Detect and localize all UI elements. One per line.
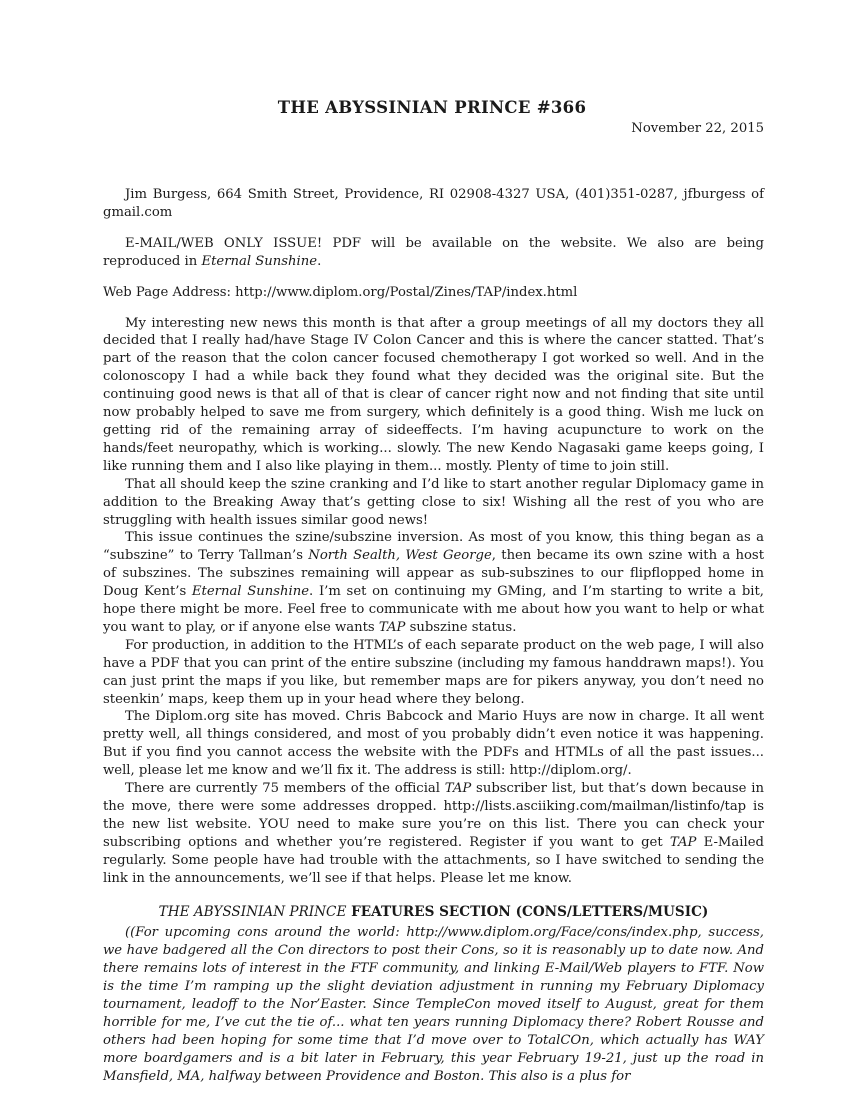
features-section-heading: [103, 904, 764, 922]
contact-line: Jim Burgess, 664 Smith Street, Providence, RI 02908-4327 USA, (401)351-0287, jfburgess of gmail.com: [103, 187, 764, 220]
issue-notice: [103, 235, 764, 271]
issue-date: November 22, 2015: [631, 121, 764, 136]
p3-text-a: This issue continues the szine/subszine inversion. As most of you know, this thing began as a “subszine” to Terry Tallman’s: [103, 530, 764, 564]
p3-text-d: subszine status.: [405, 619, 517, 635]
p6-zine-tap-1: TAP: [444, 781, 472, 797]
notice-end: .: [317, 253, 322, 269]
paragraph-subscriber-list: [103, 780, 764, 887]
notice-zine-name: Eternal Sunshine: [201, 253, 318, 269]
features-cons-paragraph: ((For upcoming cons around the world: http://www.diplom.org/Face/cons/index.php, success, we have badgered all the Con directors to post their Cons, so it is reasonably up to date now. And there remains lots of interest in the FTF community, and linking E-Mail/Web players to FTF. Now is the time I’m ramping up the slight deviation adjustment in running my February Diplomacy tournament, leadoff to the Nor’Easter. Since TempleCon moved itself to August, great for them horrible for me, I’ve cut the tie of... what ten years running Diplomacy there? Robert Rousse and others had been hoping for some time that I’d move over to TotalCOn, which actually has WAY more boardgamers and is a bit later in February, this year February 19-21, just up the road in Mansfield, MA, halfway between Providence and Boston. This also is a plus for: [103, 925, 764, 1084]
features-heading-label: FEATURES SECTION (CONS/LETTERS/MUSIC): [346, 903, 709, 920]
p6-zine-tap-2: TAP: [669, 834, 697, 850]
features-heading-zine: THE ABYSSINIAN PRINCE: [158, 903, 347, 920]
paragraph-site-moved: The Diplom.org site has moved. Chris Babcock and Mario Huys are now in charge. It all went pretty well, all things considered, and most of you probably didn’t even notice it was happening. But if you find you cannot access the website with the PDFs and HTMLs of all the past issues... well, please let me know and we’ll fix it. The address is still: http://diplom.org/.: [103, 709, 764, 779]
p6-text-c: E-Mailed regularly. Some people have had trouble with the attachments, so I have switched to sending the link in the announcements, we’ll see if that helps. Please let me know.: [103, 834, 764, 886]
p3-text-b: , then became its own szine with a host of subszines. The subszines remaining will appear as sub-subszines to our flipflopped home in Doug Kent’s: [103, 548, 764, 600]
web-address: Web Page Address: http://www.diplom.org/Postal/Zines/TAP/index.html: [103, 284, 578, 300]
paragraph-subszine-inversion: [103, 529, 764, 636]
paragraph-health-news: My interesting new news this month is that after a group meetings of all my doctors they all decided that I really had/have Stage IV Colon Cancer and this is where the cancer statted. That’s part of the reason that the colon cancer focused chemotherapy I got worked so well. And in the colonoscopy I had a while back they found what they decided was the original site. But the continuing good news is that all of that is clear of cancer right now and not finding that site until now probably helped to save me from surgery, which definitely is a good thing. Wish me luck on getting rid of the remaining array of sideeffects. I’m having acupuncture to work on the hands/feet neuropathy, which is working... slowly. The new Kendo Nagasaki game keeps going, I like running them and I also like playing in them... mostly. Plenty of time to join still.: [103, 315, 764, 474]
p6-text-b: subscriber list, but that’s down because in the move, there were some addresses dropped. http://lists.asciiking.com/mailman/listinfo/tap is the new list website. YOU need to make sure you’re on this list. There you can check your subscribing options and whether you’re registered. Register if you want to get: [103, 781, 764, 850]
notice-text: E-MAIL/WEB ONLY ISSUE! PDF will be available on the website. We also are being reproduced in: [103, 235, 764, 269]
main-content: [103, 186, 764, 1086]
p6-text-a: There are currently 75 members of the official: [125, 781, 445, 797]
paragraph-production: For production, in addition to the HTML’s of each separate product on the web page, I will also have a PDF that you can print of the entire subszine (including my famous handdrawn maps!). You can just print the maps if you like, but remember maps are for pikers anyway, you don’t need no steenkin’ maps, keep them up in your head where they belong.: [103, 637, 764, 707]
p3-zine-tap: TAP: [378, 619, 406, 635]
p3-text-c: . I’m set on continuing my GMing, and I’m starting to write a bit, hope there might be more. Feel free to communicate with me about how you want to help or what you want to play, or if anyone else wants: [103, 584, 765, 635]
p3-zine-eternal-sunshine: Eternal Sunshine: [191, 584, 310, 600]
zine-title: THE ABYSSINIAN PRINCE #366: [277, 98, 587, 117]
p3-zine-north-sealth: North Sealth, West George: [308, 548, 492, 564]
paragraph-szine-cranking: That all should keep the szine cranking and I’d like to start another regular Diplomacy game in addition to the Breaking Away that’s getting close to six! Wishing all the rest of you who are struggling with health issues similar good news!: [103, 476, 764, 528]
